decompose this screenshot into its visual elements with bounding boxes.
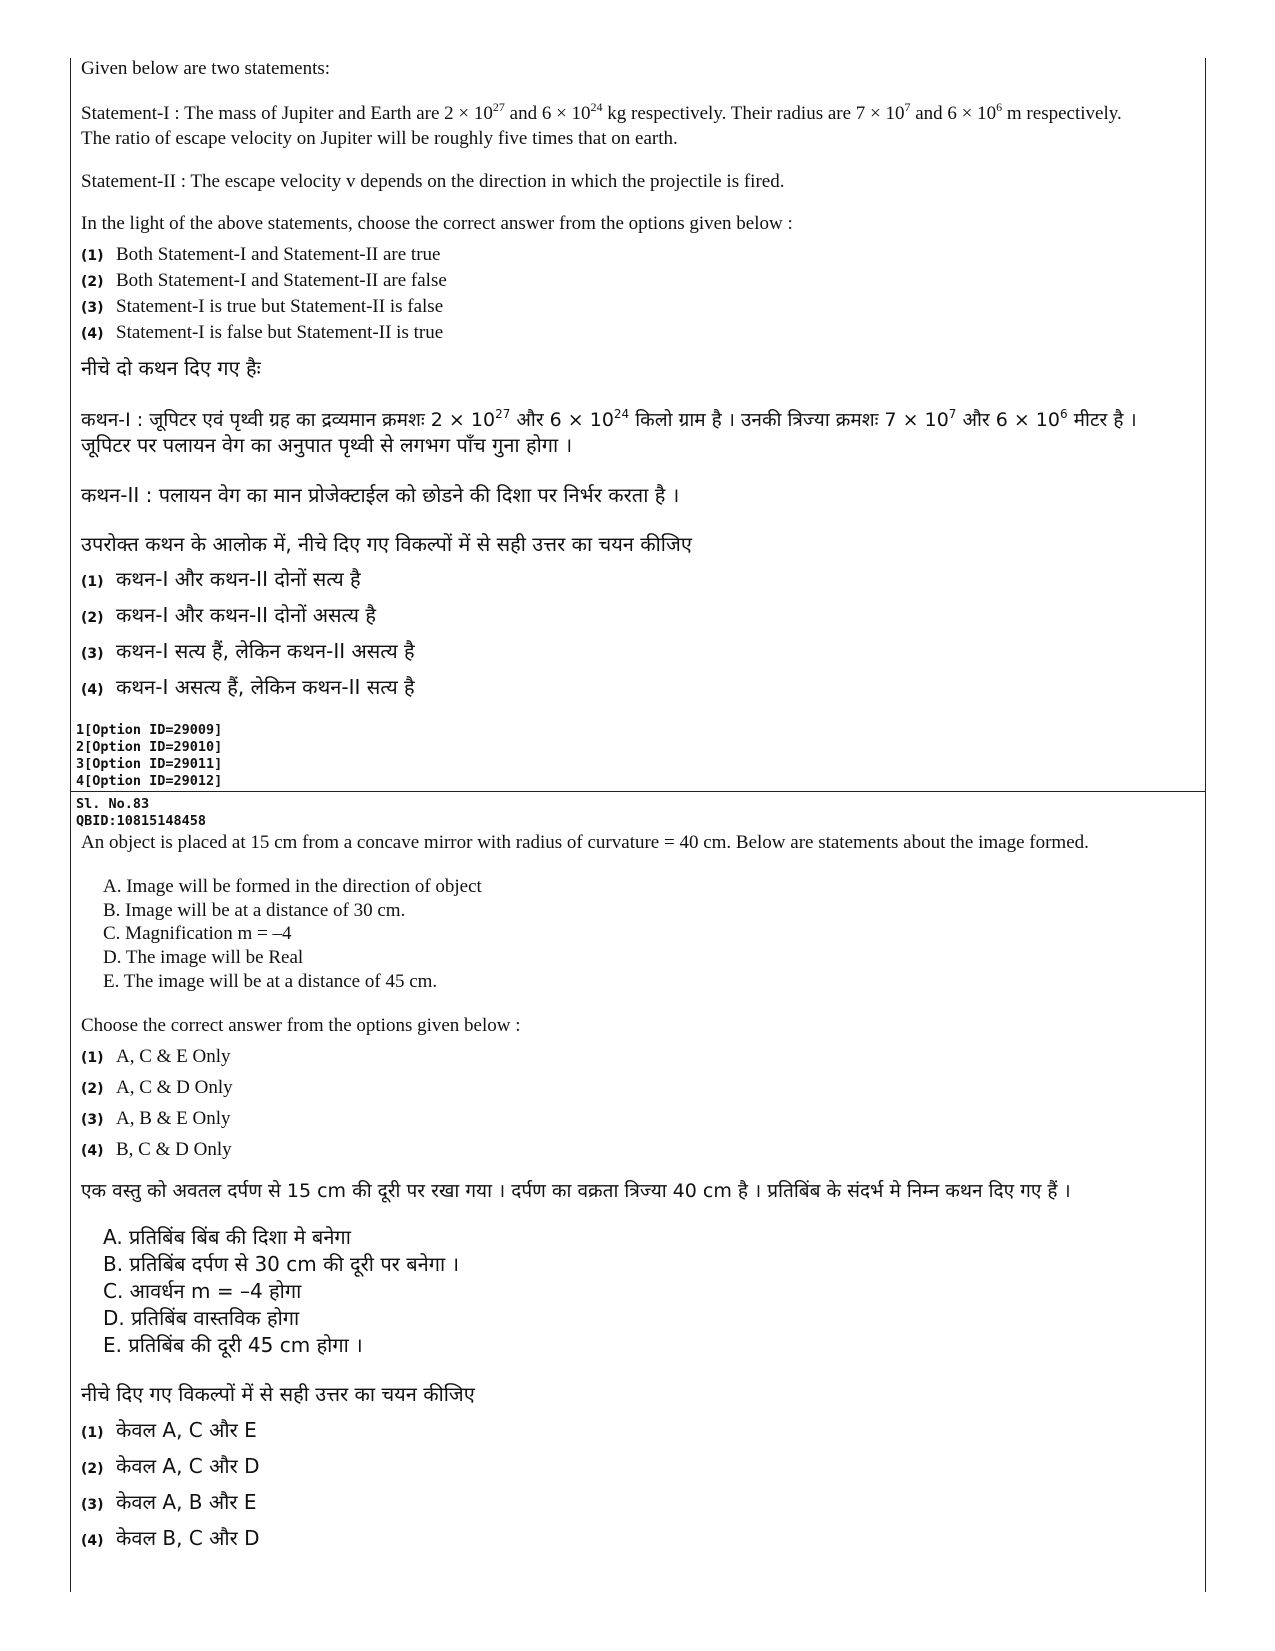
q82-hindi-intro: नीचे दो कथन दिए गए हैः [81,356,261,380]
q82-option-3[interactable]: (3) Statement-I is true but Statement-II is false [81,296,444,317]
q82-statement-2: Statement-II : The escape velocity v depends on the direction in which the projectile is fired. [81,171,785,192]
q83-statement-e: E. The image will be at a distance of 45 cm. [103,971,438,992]
qbid: QBID:10815148458 [76,813,207,829]
option-id-2: 2[Option ID=29010] [76,739,223,755]
q82-hindi-option-4[interactable]: (4) कथन-I असत्य हैं, लेकिन कथन-II सत्य है [81,675,415,699]
q83-statement-c: C. Magnification m = –4 [103,923,292,944]
q83-hindi-statement-e: E. प्रतिबिंब की दूरी 45 cm होगा । [103,1333,363,1357]
q82-intro: Given below are two statements: [81,58,331,79]
q83-header [76,796,206,830]
q83-option-4[interactable]: (4) B, C & D Only [81,1139,232,1160]
q82-option-ids [76,722,222,790]
q83-hindi-option-2[interactable]: (2) केवल A, C और D [81,1454,260,1478]
q82-statement-1: Statement-I : The mass of Jupiter and Earth are $2 \times 10^{27}$ and $6 \times 10^{24}$ kg respectively. Their radius are $7 \times 10^7$ and $6 \times 10^6$ m respectively. [81,100,1122,124]
q83-hindi-prompt: नीचे दिए गए विकल्पों में से सही उत्तर का चयन कीजिए [81,1382,475,1406]
q83-hindi-option-1[interactable]: (1) केवल A, C और E [81,1418,257,1442]
q83-question: An object is placed at 15 cm from a concave mirror with radius of curvature = 40 cm. Below are statements about the image formed. [81,832,1089,853]
q82-hindi-statement-1: कथन-I : जूपिटर एवं पृथ्वी ग्रह का द्रव्यमान क्रमशः $2 \times 10^{27}$ और $6 \times 10^{24}$ किलो ग्राम है । उनकी त्रिज्या क्रमशः $7 \times 10^7$ और $6 \times 10^6$ मीटर है । [81,407,1137,431]
q82-hindi-prompt: उपरोक्त कथन के आलोक में, नीचे दिए गए विकल्पों में से सही उत्तर का चयन कीजिए [81,532,692,556]
q83-option-1[interactable]: (1) A, C & E Only [81,1046,231,1067]
q82-hindi-statement-1-line2: जूपिटर पर पलायन वेग का अनुपात पृथ्वी से लगभग पाँच गुना होगा । [81,433,573,457]
q83-prompt: Choose the correct answer from the options given below : [81,1015,521,1036]
q83-hindi-statement-d: D. प्रतिबिंब वास्तविक होगा [103,1306,300,1330]
q83-statement-a: A. Image will be formed in the direction of object [103,876,482,897]
q83-hindi-option-4[interactable]: (4) केवल B, C और D [81,1526,260,1550]
q82-prompt: In the light of the above statements, choose the correct answer from the options given below : [81,213,793,234]
q82-option-1[interactable]: (1) Both Statement-I and Statement-II are true [81,244,441,265]
serial-number: Sl. No.83 [76,796,150,812]
q83-statement-d: D. The image will be Real [103,947,304,968]
q82-hindi-option-1[interactable]: (1) कथन-I और कथन-II दोनों सत्य है [81,567,361,591]
q83-hindi-question: एक वस्तु को अवतल दर्पण से 15 cm की दूरी पर रखा गया । दर्पण का वक्रता त्रिज्या 40 cm है । प्रतिबिंब के संदर्भ मे निम्न कथन दिए गए हैं । [81,1180,1071,1202]
q83-hindi-option-3[interactable]: (3) केवल A, B और E [81,1490,257,1514]
q83-option-2[interactable]: (2) A, C & D Only [81,1077,233,1098]
question-divider [70,791,1206,792]
q82-statement-1-line2: The ratio of escape velocity on Jupiter will be roughly five times that on earth. [81,128,678,149]
q83-hindi-statement-a: A. प्रतिबिंब बिंब की दिशा मे बनेगा [103,1225,351,1249]
q83-hindi-statement-b: B. प्रतिबिंब दर्पण से 30 cm की दूरी पर बनेगा । [103,1252,460,1276]
q82-hindi-statement-2: कथन-II : पलायन वेग का मान प्रोजेक्टाईल को छोडने की दिशा पर निर्भर करता है । [81,483,680,507]
q82-option-4[interactable]: (4) Statement-I is false but Statement-II is true [81,322,444,343]
q82-option-2[interactable]: (2) Both Statement-I and Statement-II are false [81,270,447,291]
option-id-4: 4[Option ID=29012] [76,773,223,789]
q83-statement-b: B. Image will be at a distance of 30 cm. [103,900,406,921]
option-id-3: 3[Option ID=29011] [76,756,223,772]
q83-hindi-statement-c: C. आवर्धन m = –4 होगा [103,1279,302,1303]
q82-hindi-option-2[interactable]: (2) कथन-I और कथन-II दोनों असत्य है [81,603,376,627]
option-id-1: 1[Option ID=29009] [76,722,223,738]
q82-hindi-option-3[interactable]: (3) कथन-I सत्य हैं, लेकिन कथन-II असत्य है [81,639,415,663]
q83-option-3[interactable]: (3) A, B & E Only [81,1108,231,1129]
